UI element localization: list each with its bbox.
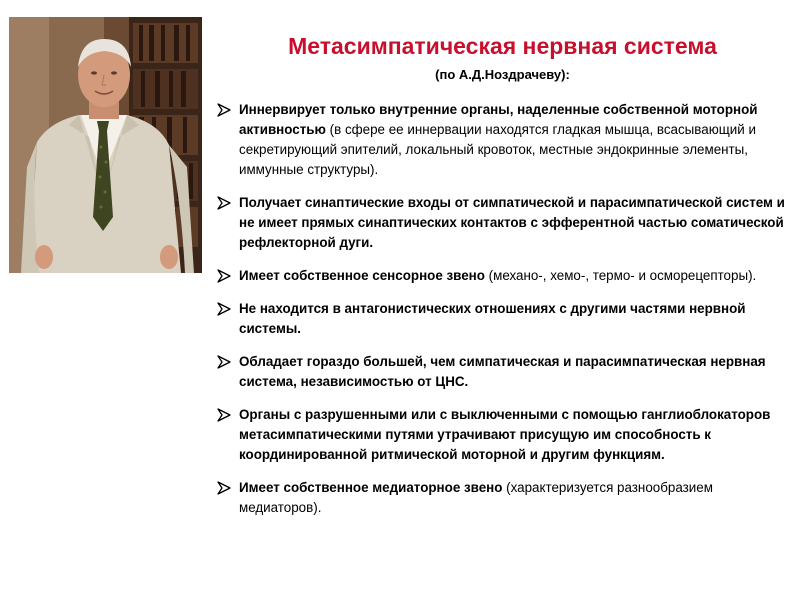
page-title: Метасимпатическая нервная система xyxy=(288,33,717,59)
bullet-bold-text: Обладает гораздо большей, чем симпатическая и парасимпатическая нервная система, независимостью от ЦНС. xyxy=(239,354,766,389)
bullet-item xyxy=(214,193,798,253)
bullet-item xyxy=(214,299,798,339)
bullet-bold-text: Не находится в антагонистических отношениях с другими частями нервной системы. xyxy=(239,301,746,336)
bullet-normal-text: (в сфере ее иннервации находятся гладкая мышца, всасывающий и секретирующий эпителий, локальный кровоток, местные эндокринные элементы, иммунные структуры). xyxy=(239,122,756,177)
portrait-photo xyxy=(9,17,202,273)
bullet-bold-text: Органы с разрушенными или с выключенными с помощью ганглиоблокаторов метасимпатическими путями утрачивают присущую им способность к координированной ритмической моторной и другим функциям. xyxy=(239,407,771,462)
arrowhead-bullet-icon xyxy=(217,101,231,119)
bullet-bold-text: Иннервирует только внутренние органы, наделенные собственной моторной активностью xyxy=(239,102,758,137)
bullet-item xyxy=(214,405,798,465)
bullet-bold-text: Имеет собственное медиаторное звено xyxy=(239,480,503,495)
arrowhead-bullet-icon xyxy=(217,479,231,497)
arrowhead-bullet-icon xyxy=(217,267,231,285)
arrowhead-bullet-icon xyxy=(217,406,231,424)
bullet-normal-text: (механо-, хемо-, термо- и осморецепторы). xyxy=(484,268,757,283)
bullet-normal-text: (характеризуется разнообразием медиаторов). xyxy=(239,480,713,515)
arrowhead-bullet-icon xyxy=(217,194,231,212)
bullet-list xyxy=(214,100,798,531)
bullet-item xyxy=(214,266,798,286)
bullet-item xyxy=(214,478,798,518)
bullet-bold-text: Имеет собственное сенсорное звено xyxy=(239,268,485,283)
bullet-bold-text: Получает синаптические входы от симпатической и парасимпатической систем и не имеет прямых синаптических контактов с эфферентной частью соматической рефлекторной дуги. xyxy=(239,195,785,250)
page-subtitle: (по А.Д.Ноздрачеву): xyxy=(435,67,570,82)
arrowhead-bullet-icon xyxy=(217,300,231,318)
arrowhead-bullet-icon xyxy=(217,353,231,371)
bullet-item xyxy=(214,352,798,392)
bullet-item xyxy=(214,100,798,180)
